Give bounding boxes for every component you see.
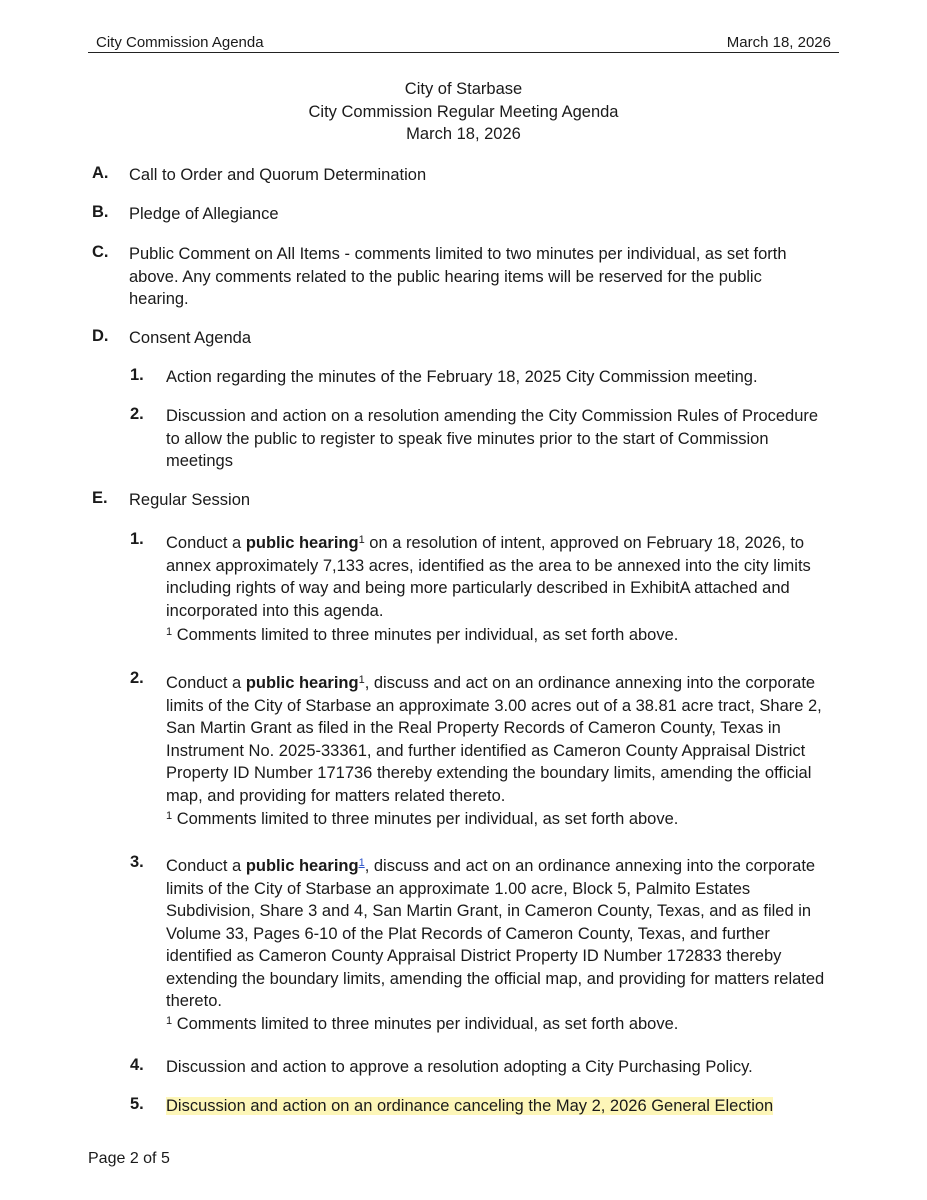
regular-item-text bbox=[166, 532, 838, 622]
section-c-text: - comments limited to two minutes per individual, as set forth above. Any comments related to the public hearing items will be reserved for the public hearing. bbox=[129, 245, 787, 308]
item-number: 1. bbox=[130, 366, 144, 384]
section-a-letter: A. bbox=[92, 164, 109, 182]
item-number: 3. bbox=[130, 853, 144, 871]
footnote-text: Comments limited to three minutes per individual, as set forth above. bbox=[176, 810, 679, 828]
regular-item-text bbox=[166, 672, 838, 807]
item-number: 4. bbox=[130, 1056, 144, 1074]
regular-item-text-highlighted bbox=[166, 1095, 838, 1118]
item-prefix: Conduct a bbox=[166, 674, 246, 692]
item-number: 2. bbox=[130, 405, 144, 423]
header-title: City Commission Agenda bbox=[96, 34, 264, 51]
section-e-letter: E. bbox=[92, 489, 108, 507]
header-date: March 18, 2026 bbox=[726, 34, 831, 51]
footnote-mark: 1 bbox=[166, 810, 173, 822]
section-c-title: Public Comment on All Items bbox=[129, 245, 340, 263]
item-body: on a resolution of intent, approved on February 18, 2026, to annex approximately 7,133 acres, identified as the area to be annexed into the city limits including rights of way and being more particularly described in ExhibitA attached and incorporated into this agenda. bbox=[166, 534, 811, 620]
agenda-title: City Commission Regular Meeting Agenda bbox=[308, 102, 619, 121]
section-b-letter: B. bbox=[92, 203, 109, 221]
regular-item-text bbox=[166, 855, 838, 1013]
section-d-title: Consent Agenda bbox=[129, 329, 252, 347]
public-hearing-label: public hearing bbox=[245, 674, 359, 692]
footnote-link[interactable]: 1 bbox=[358, 857, 365, 869]
footnote-text: Comments limited to three minutes per individual, as set forth above. bbox=[176, 1015, 679, 1033]
item-prefix: Conduct a bbox=[166, 857, 246, 875]
page-header bbox=[88, 34, 839, 53]
section-b-title: Pledge of Allegiance bbox=[129, 205, 279, 223]
section-e-title: Regular Session bbox=[129, 491, 251, 509]
page-number: Page 2 of 5 bbox=[88, 1150, 170, 1167]
item-prefix: Conduct a bbox=[166, 534, 246, 552]
item-number: 2. bbox=[130, 669, 144, 687]
section-d-letter: D. bbox=[92, 327, 109, 345]
public-hearing-label: public hearing bbox=[245, 857, 359, 875]
consent-item-text: Action regarding the minutes of the February 18, 2025 City Commission meeting. bbox=[166, 368, 758, 386]
highlighted-text: Discussion and action on an ordinance canceling the May 2, 2026 General Election bbox=[166, 1097, 774, 1115]
footnote-mark: 1 bbox=[166, 626, 173, 638]
footnote-ref: 1 bbox=[358, 534, 365, 546]
city-name: City of Starbase bbox=[404, 80, 523, 98]
section-c-letter: C. bbox=[92, 243, 109, 261]
section-a-title: Call to Order and Quorum Determination bbox=[129, 166, 427, 184]
footnote bbox=[166, 1015, 678, 1034]
agenda-date: March 18, 2026 bbox=[406, 125, 521, 143]
section-c-body bbox=[129, 243, 809, 311]
item-number: 1. bbox=[130, 530, 144, 548]
item-body: , discuss and act on an ordinance annexing into the corporate limits of the City of Starbase an approximate 3.00 acres out of a 38.81 acre tract, Share 2, San Martin Grant as filed in the Real Property Records of Cameron County, Texas in Instrument No. 2025-33361, and further identified as Cameron County Appraisal District Property ID Number 171736 thereby extending the boundary limits, amending the official map, and providing for matters related thereto. bbox=[166, 674, 822, 805]
public-hearing-label: public hearing bbox=[245, 534, 359, 552]
regular-item-text: Discussion and action to approve a resolution adopting a City Purchasing Policy. bbox=[166, 1058, 753, 1076]
footnote-text: Comments limited to three minutes per individual, as set forth above. bbox=[176, 626, 679, 644]
footnote-mark: 1 bbox=[166, 1015, 173, 1027]
footnote bbox=[166, 810, 678, 829]
item-body: , discuss and act on an ordinance annexing into the corporate limits of the City of Starbase an approximate 1.00 acre, Block 5, Palmito Estates Subdivision, Share 3 and 4, San Martin Grant, in Cameron County, Texas, and as filed in Volume 33, Pages 6-10 of the Plat Records of Cameron County, Texas, and further identified as Cameron County Appraisal District Property ID Number 172833 thereby extending the boundary limits, amending the official map, and providing for matters related thereto. bbox=[166, 857, 825, 1010]
agenda-title-block bbox=[0, 78, 927, 146]
item-number: 5. bbox=[130, 1095, 144, 1113]
footnote-ref: 1 bbox=[358, 674, 365, 686]
consent-item-text: Discussion and action on a resolution amending the City Commission Rules of Procedure to allow the public to register to speak five minutes prior to the start of Commission meetings bbox=[166, 407, 819, 470]
footnote bbox=[166, 626, 678, 645]
